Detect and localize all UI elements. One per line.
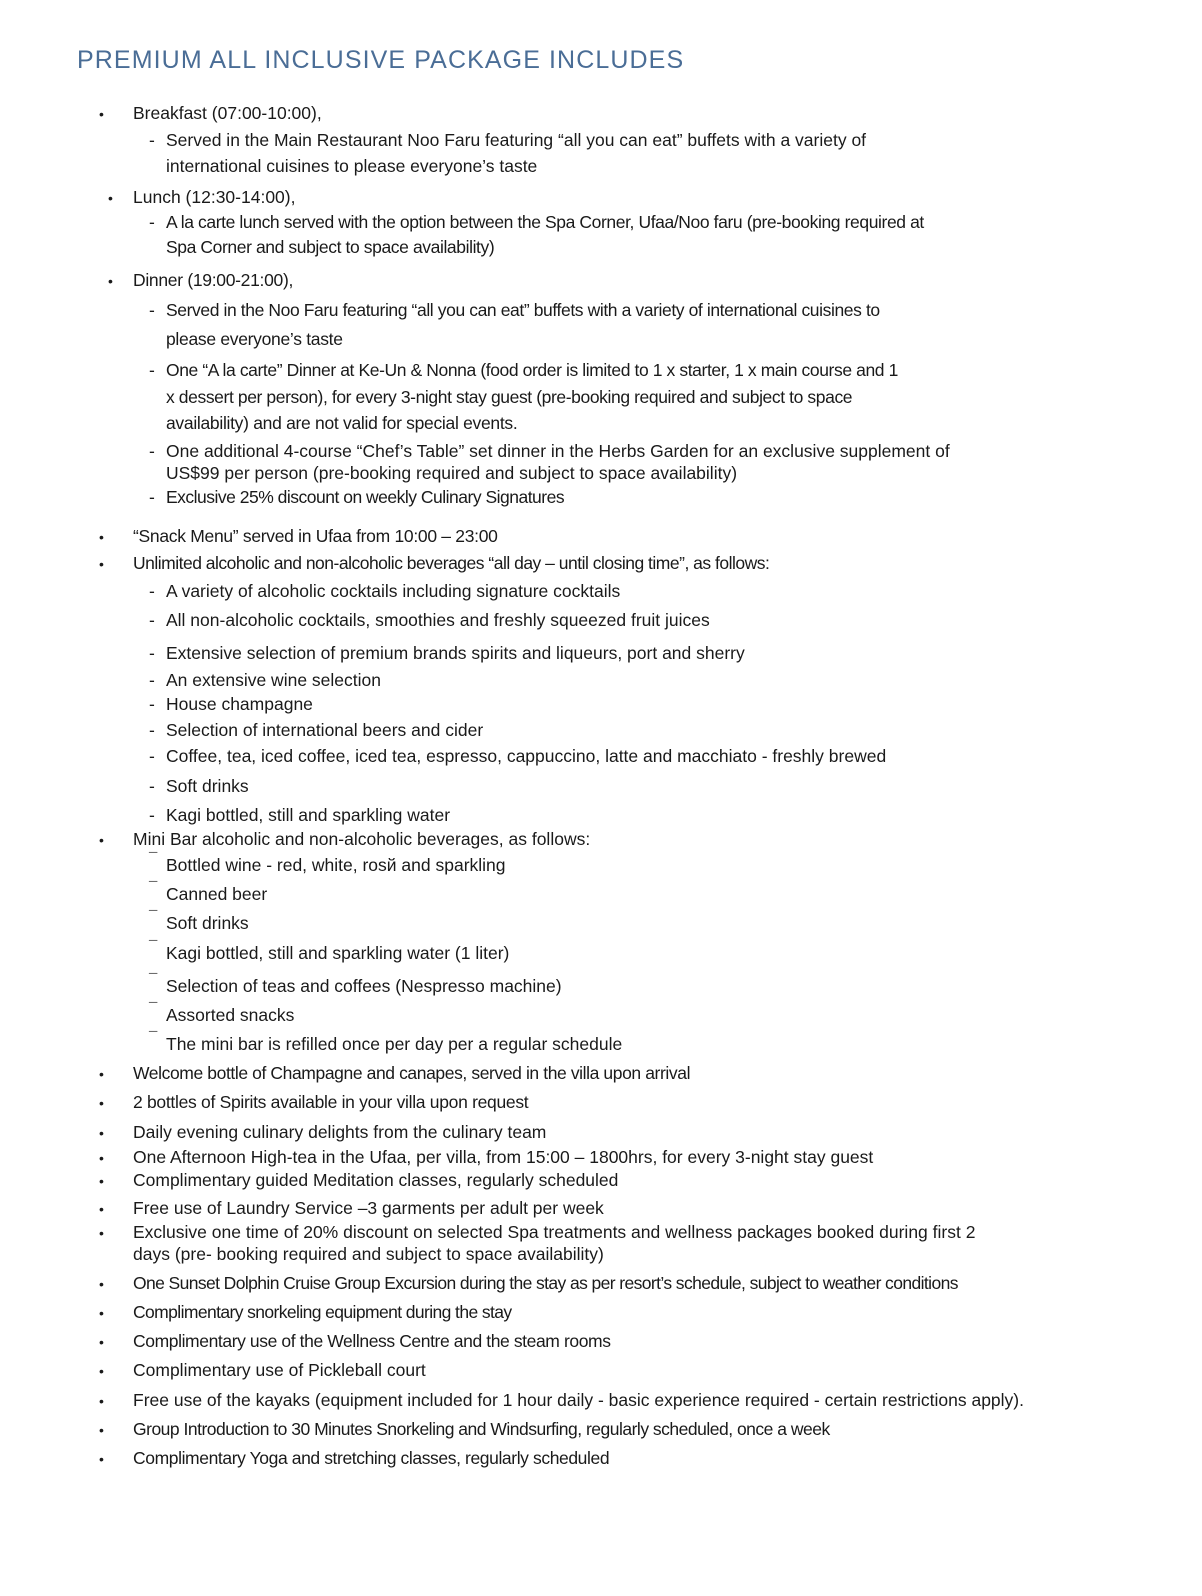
- dash-marker: -: [149, 805, 155, 825]
- bullet-item-text: Complimentary use of the Wellness Centre and the steam rooms: [133, 1331, 611, 1351]
- sub-item-text: Served in the Noo Faru featuring “all you can eat” buffets with a variety of international cuisines to: [166, 300, 880, 320]
- sub-item-text: Kagi bottled, still and sparkling water (1 liter): [166, 943, 510, 963]
- bullet-item-text: Exclusive one time of 20% discount on selected Spa treatments and wellness packages booked during first 2: [133, 1222, 976, 1242]
- sub-item-text: House champagne: [166, 694, 313, 714]
- dash-marker: -: [149, 610, 155, 630]
- sub-item-text: Selection of teas and coffees (Nespresso machine): [166, 976, 562, 996]
- bullet-marker: •: [99, 1363, 104, 1379]
- sub-item-text: Exclusive 25% discount on weekly Culinary Signatures: [166, 487, 565, 507]
- bullet-marker: •: [108, 273, 113, 289]
- dash-marker: -: [149, 360, 155, 380]
- sub-item-text: Kagi bottled, still and sparkling water: [166, 805, 451, 825]
- bullet-marker: •: [99, 1393, 104, 1409]
- bullet-item-text: Lunch (12:30-14:00),: [133, 187, 296, 207]
- dash-marker: -: [149, 487, 155, 507]
- dash-marker: -: [149, 670, 155, 690]
- macron-marker: ¯: [149, 1000, 158, 1017]
- sub-item-text: availability) and are not valid for special events.: [166, 413, 518, 433]
- sub-item-text: One additional 4-course “Chef’s Table” set dinner in the Herbs Garden for an exclusive supplement of: [166, 441, 950, 461]
- sub-item-text: Canned beer: [166, 884, 268, 904]
- sub-item-text: All non-alcoholic cocktails, smoothies and freshly squeezed fruit juices: [166, 610, 710, 630]
- dash-marker: -: [149, 694, 155, 714]
- macron-marker: ¯: [149, 879, 158, 896]
- bullet-item-text: Breakfast (07:00-10:00),: [133, 103, 322, 123]
- sub-item-text: A la carte lunch served with the option between the Spa Corner, Ufaa/Noo faru (pre-booking required at: [166, 212, 924, 232]
- sub-item-text: Selection of international beers and cider: [166, 720, 484, 740]
- bullet-item-text: Complimentary use of Pickleball court: [133, 1360, 426, 1380]
- bullet-item-text: One Afternoon High-tea in the Ufaa, per villa, from 15:00 – 1800hrs, for every 3-night stay guest: [133, 1147, 874, 1167]
- sub-item-text: x dessert per person), for every 3-night stay guest (pre-booking required and subject to space: [166, 387, 853, 407]
- bullet-marker: •: [99, 1066, 104, 1082]
- sub-item-text: A variety of alcoholic cocktails including signature cocktails: [166, 581, 621, 601]
- dash-marker: -: [149, 130, 155, 150]
- bullet-item-text: Unlimited alcoholic and non-alcoholic beverages “all day – until closing time”, as follows:: [133, 553, 770, 573]
- bullet-marker: •: [99, 529, 104, 545]
- bullet-marker: •: [99, 1451, 104, 1467]
- sub-item-text: An extensive wine selection: [166, 670, 381, 690]
- bullet-item-text: Free use of Laundry Service –3 garments per adult per week: [133, 1198, 604, 1218]
- bullet-marker: •: [99, 1095, 104, 1111]
- dash-marker: -: [149, 720, 155, 740]
- macron-marker: ¯: [149, 938, 158, 955]
- bullet-marker: •: [99, 1173, 104, 1189]
- bullet-item-text: Group Introduction to 30 Minutes Snorkeling and Windsurfing, regularly scheduled, once a week: [133, 1419, 830, 1439]
- sub-item-text: Bottled wine - red, white, rosй and sparkling: [166, 855, 506, 875]
- sub-item-text: Coffee, tea, iced coffee, iced tea, espresso, cappuccino, latte and macchiato - freshly brewed: [166, 746, 887, 766]
- bullet-item-text: 2 bottles of Spirits available in your villa upon request: [133, 1092, 529, 1112]
- sub-item-text: Extensive selection of premium brands spirits and liqueurs, port and sherry: [166, 643, 745, 663]
- bullet-marker: •: [99, 1422, 104, 1438]
- dash-marker: -: [149, 441, 155, 461]
- bullet-item-text: Daily evening culinary delights from the culinary team: [133, 1122, 547, 1142]
- bullet-item-text: Complimentary Yoga and stretching classes, regularly scheduled: [133, 1448, 610, 1468]
- dash-marker: -: [149, 746, 155, 766]
- page-title: PREMIUM ALL INCLUSIVE PACKAGE INCLUDES: [77, 46, 685, 74]
- bullet-marker: •: [108, 190, 113, 206]
- sub-item-text: Spa Corner and subject to space availability): [166, 237, 495, 257]
- bullet-item-text: Complimentary snorkeling equipment during the stay: [133, 1302, 512, 1322]
- dash-marker: -: [149, 643, 155, 663]
- bullet-marker: •: [99, 1201, 104, 1217]
- sub-item-text: One “A la carte” Dinner at Ke-Un & Nonna (food order is limited to 1 x starter, 1 x main course and 1: [166, 360, 898, 380]
- bullet-marker: •: [99, 556, 104, 572]
- macron-marker: ¯: [149, 1029, 158, 1046]
- bullet-item-text: “Snack Menu” served in Ufaa from 10:00 – 23:00: [133, 526, 498, 546]
- bullet-item-text: Free use of the kayaks (equipment included for 1 hour daily - basic experience required - certain restrictions apply).: [133, 1390, 1024, 1410]
- dash-marker: -: [149, 212, 155, 232]
- bullet-item-text: One Sunset Dolphin Cruise Group Excursion during the stay as per resort’s schedule, subject to weather conditions: [133, 1273, 958, 1293]
- bullet-marker: •: [99, 106, 104, 122]
- bullet-marker: •: [99, 1276, 104, 1292]
- dash-marker: -: [149, 776, 155, 796]
- sub-item-text: international cuisines to please everyone’s taste: [166, 156, 538, 176]
- dash-marker: -: [149, 581, 155, 601]
- sub-item-text: Assorted snacks: [166, 1005, 295, 1025]
- bullet-item-text: Mini Bar alcoholic and non-alcoholic beverages, as follows:: [133, 829, 591, 849]
- bullet-marker: •: [99, 1225, 104, 1241]
- sub-item-text: US$99 per person (pre-booking required and subject to space availability): [166, 463, 738, 483]
- sub-item-text: days (pre- booking required and subject to space availability): [133, 1244, 604, 1264]
- bullet-marker: •: [99, 1150, 104, 1166]
- macron-marker: ¯: [149, 971, 158, 988]
- dash-marker: -: [149, 300, 155, 320]
- macron-marker: ¯: [149, 908, 158, 925]
- sub-item-text: Soft drinks: [166, 913, 249, 933]
- sub-item-text: Served in the Main Restaurant Noo Faru featuring “all you can eat” buffets with a variety of: [166, 130, 867, 150]
- bullet-marker: •: [99, 1125, 104, 1141]
- bullet-marker: •: [99, 1334, 104, 1350]
- macron-marker: ¯: [149, 850, 158, 867]
- bullet-marker: •: [99, 832, 104, 848]
- bullet-item-text: Welcome bottle of Champagne and canapes, served in the villa upon arrival: [133, 1063, 691, 1083]
- bullet-marker: •: [99, 1305, 104, 1321]
- sub-item-text: Soft drinks: [166, 776, 249, 796]
- sub-item-text: The mini bar is refilled once per day per a regular schedule: [166, 1034, 623, 1054]
- sub-item-text: please everyone’s taste: [166, 329, 343, 349]
- bullet-item-text: Complimentary guided Meditation classes, regularly scheduled: [133, 1170, 619, 1190]
- bullet-item-text: Dinner (19:00-21:00),: [133, 270, 294, 290]
